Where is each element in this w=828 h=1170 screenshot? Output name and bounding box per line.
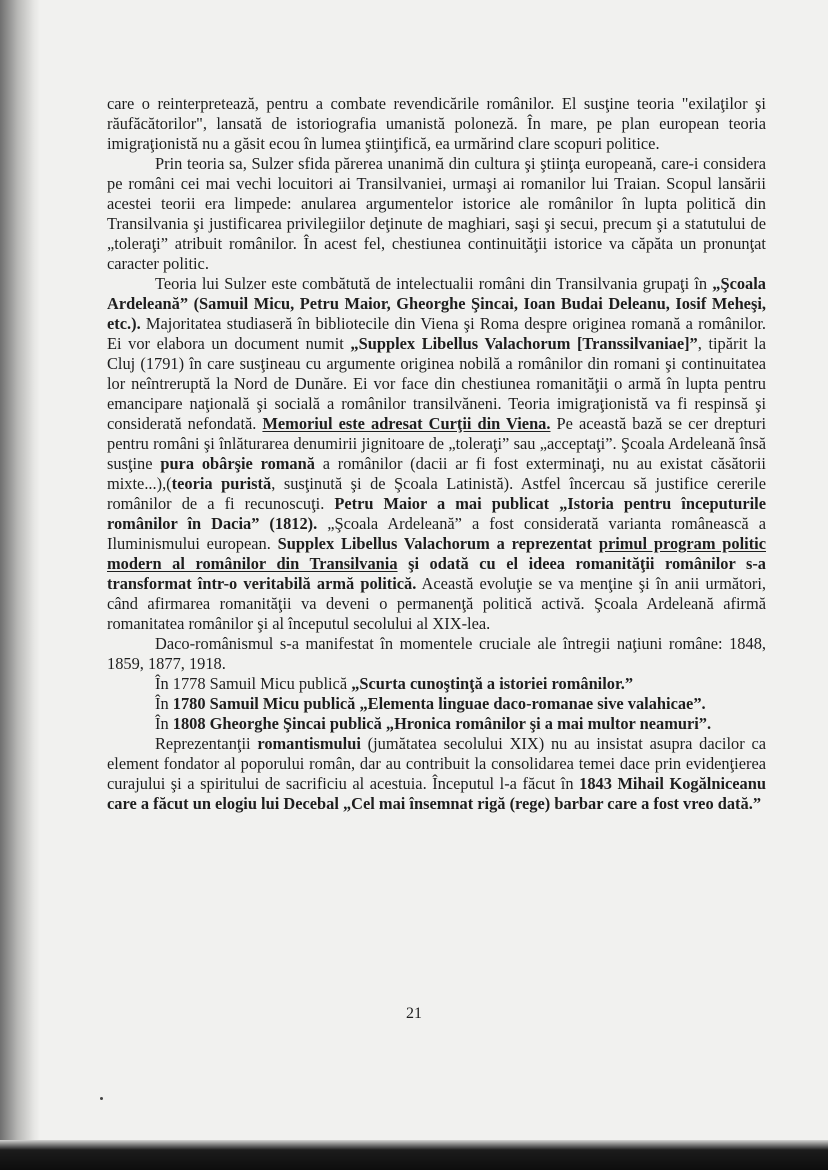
bold-text: Supplex Libellus Valachorum a reprezentat bbox=[277, 534, 599, 553]
bold-text: pura obârşie romană bbox=[160, 454, 315, 473]
bold-text: „Supplex Libellus Valachorum [Transsilvaniae]” bbox=[350, 334, 698, 353]
paragraph-p3 bbox=[107, 274, 766, 634]
text-run: Teoria lui Sulzer este combătută de intelectualii români din Transilvania grupaţi în bbox=[155, 274, 713, 293]
paragraph-p7 bbox=[107, 714, 766, 734]
text-run: Prin teoria sa, Sulzer sfida părerea unanimă din cultura şi ştiinţa europeană, care-i considera pe români cei mai vechi locuitori ai Transilvaniei, urmaşi ai romanilor lui Traian. Scopul lansării acestei teorii era limpede: anularea argumentelor istorice ale românilor în lupta politică din Transilvania şi justificarea privilegiilor deţinute de maghiari, saşi şi secui, precum şi a statutului de „toleraţi” atribuit românilor. În acest fel, chestiunea continuităţii istorice va căpăta un pronunţat caracter politic. bbox=[107, 154, 766, 273]
paragraph-p6 bbox=[107, 694, 766, 714]
bold-text: 1808 Gheorghe Şincai publică „Hronica românilor şi a mai multor neamuri”. bbox=[172, 714, 712, 733]
underlined-bold-text: primul program politic modern al românilor din Transilvania bbox=[107, 534, 767, 573]
bold-text: 1843 Mihail Kogălniceanu care a făcut un elogiu lui Decebal „Cel mai însemnat rigă (rege) barbar care a fost vreo dată.” bbox=[107, 774, 766, 813]
bold-text: Petru Maior a mai publicat „Istoria pentru începuturile românilor în Dacia” (1812). bbox=[107, 494, 766, 533]
scan-speck bbox=[100, 1097, 103, 1100]
paragraph-p5 bbox=[107, 674, 766, 694]
page-text-body bbox=[107, 94, 766, 814]
text-run: , susţinută şi de Şcoala Latinistă). Astfel încercau să justifice cererile românilor de a fi recunoscuţi. bbox=[107, 474, 766, 513]
book-binding-shadow bbox=[0, 0, 40, 1170]
bold-text: teoria puristă bbox=[171, 474, 272, 493]
text-run: În bbox=[155, 694, 173, 713]
text-run: În bbox=[155, 714, 173, 733]
paragraph-p2 bbox=[107, 154, 766, 274]
text-run: „Şcoala Ardeleană” a fost considerată varianta românească a Iluminismului european. bbox=[107, 514, 766, 553]
text-run: Majoritatea studiaseră în bibliotecile din Viena şi Roma despre originea romană a românilor. Ei vor elabora un document numit bbox=[107, 314, 766, 353]
text-run: (jumătatea secolului XIX) nu au insistat asupra dacilor ca element fondator al poporului român, dar au contribuit la consolidarea temei dace prin evidenţierea curajului şi a spiritului de sacrificiu al acestuia. Începutul l-a făcut în bbox=[107, 734, 766, 793]
text-run: care o reinterpretează, pentru a combate revendicările românilor. El susţine teoria "exilaţilor şi răufăcătorilor", lansată de istoriografia umanistă poloneză. În mare, pe plan european teoria imigraţionistă nu a găsit ecou în lumea ştiinţifică, ea urmărind clare scopuri politice. bbox=[107, 94, 766, 153]
bold-text: „Scurta cunoştinţă a istoriei românilor.” bbox=[351, 674, 634, 693]
text-run: Daco-românismul s-a manifestat în momentele cruciale ale întregii naţiuni române: 1848, 1859, 1877, 1918. bbox=[107, 634, 766, 673]
paragraph-p4 bbox=[107, 634, 766, 674]
text-run: a românilor (dacii ar fi fost exterminaţi, nu au existat căsătorii mixte...),( bbox=[107, 454, 766, 493]
underlined-bold-text: Memoriul este adresat Curţii din Viena. bbox=[262, 414, 551, 433]
page-number: 21 bbox=[406, 1005, 422, 1022]
text-run: Reprezentanţii bbox=[155, 734, 258, 753]
text-run: În 1778 Samuil Micu publică bbox=[155, 674, 352, 693]
bold-text: şi odată cu el ideea romanităţii românilor s-a transformat într-o veritabilă armă politică. bbox=[107, 554, 766, 593]
paragraph-p8 bbox=[107, 734, 766, 814]
bold-text: 1780 Samuil Micu publică „Elementa linguae daco-romanae sive valahicae”. bbox=[172, 694, 706, 713]
bold-text: „Şcoala Ardeleană” (Samuil Micu, Petru Maior, Gheorghe Şincai, Ioan Budai Deleanu, Iosif Meheşi, etc.). bbox=[107, 274, 766, 333]
bold-text: romantismului bbox=[257, 734, 361, 753]
text-run: Pe această bază se cer drepturi pentru români şi înlăturarea denumirii jignitoare de „toleraţi” sau „acceptaţi”. Şcoala Ardeleană însă susţine bbox=[107, 414, 767, 473]
text-run: , tipărit la Cluj (1791) în care susţineau cu argumente originea nobilă a românilor din romani şi continuitatea lor neîntreruptă la Nord de Dunăre. Ei vor face din chestiunea romanităţii o armă în lupta pentru emancipare naţională şi socială a românilor transilvăneni. Teoria imigraţionistă va fi respinsă şi considerată nefondată. bbox=[107, 334, 767, 433]
text-run: Această evoluţie se va menţine şi în anii următori, când afirmarea romanităţii va deveni o permanenţă politică activă. Şcoala Ardeleană afirmă romanitatea românilor şi al începutul secolului al XIX-lea. bbox=[107, 574, 766, 633]
scanner-bottom-edge bbox=[0, 1140, 828, 1170]
paragraph-p1 bbox=[107, 94, 766, 154]
